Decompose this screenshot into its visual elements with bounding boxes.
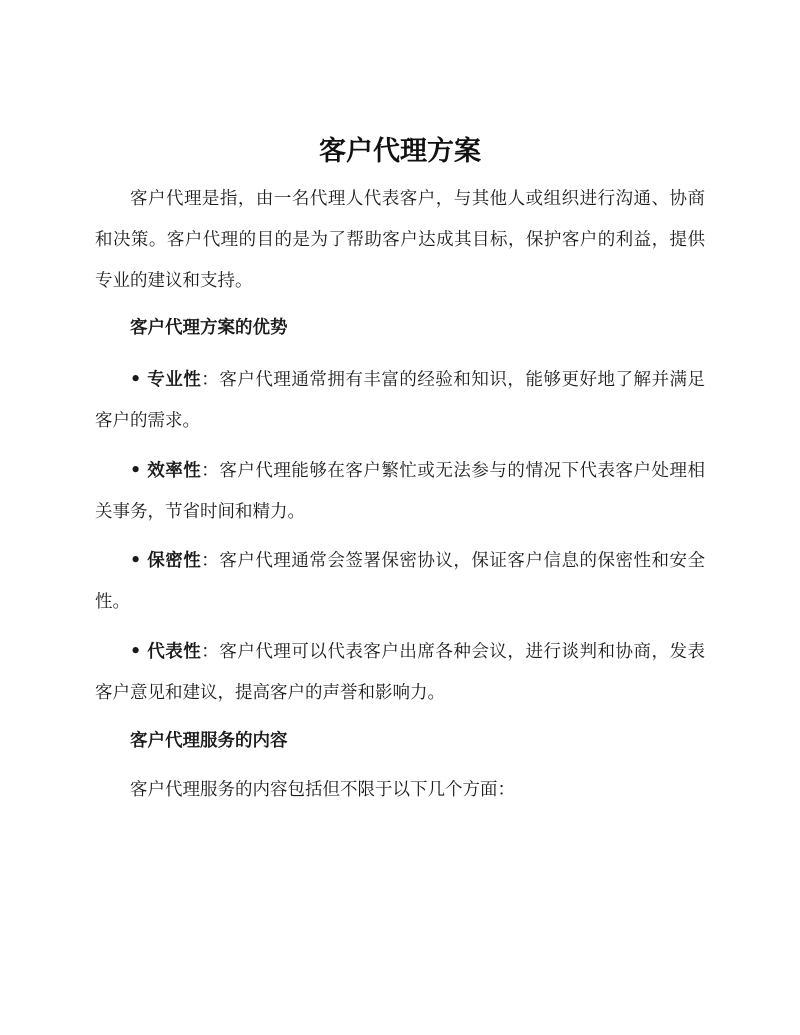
advantage-text: 客户代理通常拥有丰富的经验和知识，能够更好地了解并满足客户的需求。 [95,370,706,431]
advantage-term: 保密性 [147,551,202,571]
advantage-item [95,632,705,714]
advantage-term: 效率性 [147,461,202,481]
advantage-term: 代表性 [147,642,202,662]
bullet-marker: • [130,461,142,481]
term-separator: ： [201,642,220,662]
bullet-marker: • [130,370,142,390]
advantage-item [95,541,705,623]
bullet-marker: • [130,642,142,662]
document-title: 客户代理方案 [319,136,481,167]
term-separator: ： [201,370,220,390]
term-separator: ： [201,461,220,481]
advantage-term: 专业性 [147,370,202,390]
services-intro-paragraph: 客户代理服务的内容包括但不限于以下几个方面： [130,780,515,800]
advantage-text: 客户代理可以代表客户出席各种会议，进行谈判和协商，发表客户意见和建议，提高客户的声誉和影响力。 [95,642,706,703]
advantage-text: 客户代理通常会签署保密协议，保证客户信息的保密性和安全性。 [95,551,706,612]
bullet-marker: • [130,551,142,571]
advantage-item [95,360,705,442]
section-heading-advantages: 客户代理方案的优势 [130,318,288,338]
section-heading-services: 客户代理服务的内容 [130,731,288,751]
term-separator: ： [201,551,220,571]
advantage-text: 客户代理能够在客户繁忙或无法参与的情况下代表客户处理相关事务，节省时间和精力。 [95,461,706,522]
intro-paragraph: 客户代理是指，由一名代理人代表客户，与其他人或组织进行沟通、协商和决策。客户代理的目的是为了帮助客户达成其目标，保护客户的利益，提供专业的建议和支持。 [95,189,705,291]
advantage-item [95,451,705,533]
